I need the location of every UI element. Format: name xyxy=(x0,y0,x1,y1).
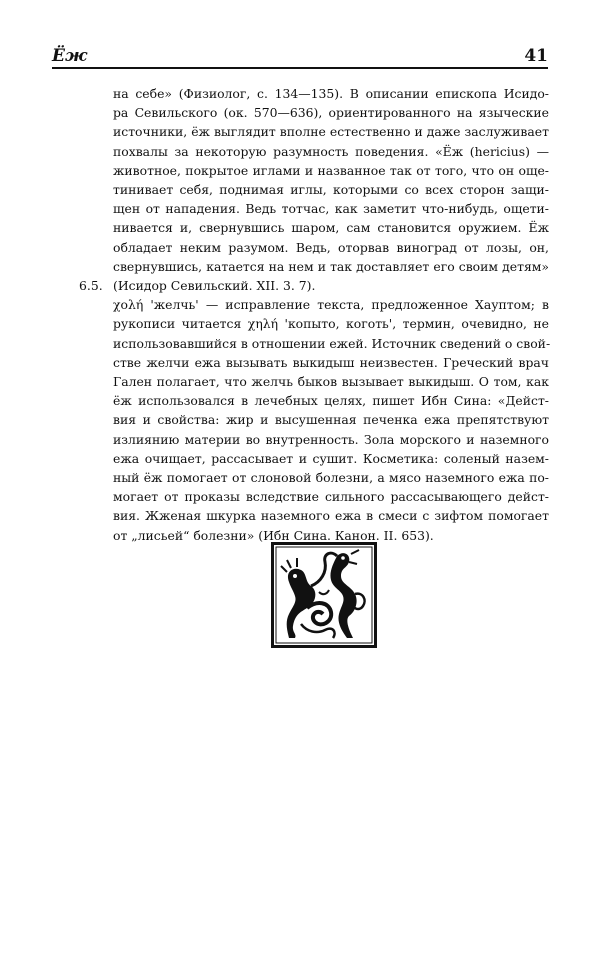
text-line: животное, покрытое иглами и названное так от того, что он още- xyxy=(113,162,549,178)
text-line: χολή 'желчь' — исправление текста, предложенное Хауптом; в xyxy=(113,297,549,313)
running-head xyxy=(52,46,548,66)
text-line: нивается и, свернувшись шаром, сам становится оружием. Ёж xyxy=(113,220,549,236)
text-line: ный ёж помогает от слоновой болезни, а мясо наземного ежа по- xyxy=(113,470,549,486)
text-line: ёж использовался в лечебных целях, пишет Ибн Сина: «Дейст- xyxy=(113,393,549,409)
text-line: использовавшийся в отношении ежей. Источник сведений о свой- xyxy=(113,335,551,351)
text-line: (Исидор Севильский. XII. 3. 7). xyxy=(113,278,316,294)
text-line: ежа очищает, рассасывает и сушит. Косметика: соленый назем- xyxy=(113,450,549,466)
text-line: Гален полагает, что желчь быков вызывает выкидыш. О том, как xyxy=(113,374,549,390)
text-line: вия. Жженая шкурка наземного ежа в смеси с зифтом помогает xyxy=(113,508,549,524)
text-line: излиянию материи во внутренность. Зола морского и наземного xyxy=(113,431,549,447)
note-6-5-paragraph xyxy=(113,295,549,545)
text-line: стве желчи ежа вызывать выкидыш неизвестен. Греческий врач xyxy=(113,354,549,370)
note-number: 6.5. xyxy=(79,278,103,293)
text-line: рукописи читается χηλή 'копыто, коготь', термин, очевидно, не xyxy=(113,316,549,332)
text-line: похвалы за некоторую разумность поведения. «Ёж (hericius) — xyxy=(113,143,549,159)
text-line: щен от нападения. Ведь тотчас, как заметит что-нибудь, ощети- xyxy=(113,201,549,217)
text-line: на себе» (Физиолог, с. 134—135). В описании епископа Исидо- xyxy=(113,86,549,101)
header-rule xyxy=(52,67,548,69)
dragon-beast-vignette-icon xyxy=(271,542,377,648)
text-line: вия и свойства: жир и высушенная печенка ежа препятствуют xyxy=(113,412,549,428)
text-line: ра Севильского (ок. 570—636), ориентированного на языческие xyxy=(113,105,549,121)
text-line: источники, ёж выглядит вполне естественно и даже заслуживает xyxy=(113,124,549,140)
text-line: могает от проказы вследствие сильного рассасывающего дейст- xyxy=(113,489,549,505)
paragraph-continuation xyxy=(113,84,549,295)
text-line: обладает неким разумом. Ведь, оторвав виноград от лозы, он, xyxy=(113,239,549,255)
body-text xyxy=(113,84,549,545)
page-number: 41 xyxy=(524,46,548,66)
text-line: свернувшись, катается на нем и так доставляет его своим детям» xyxy=(113,258,549,274)
running-title: Ёж xyxy=(52,46,88,66)
text-line: от „лисьей“ болезни» (Ибн Сина. Канон. II. 653). xyxy=(113,527,434,543)
text-line: тинивает себя, поднимая иглы, которыми со всех сторон защи- xyxy=(113,182,549,198)
